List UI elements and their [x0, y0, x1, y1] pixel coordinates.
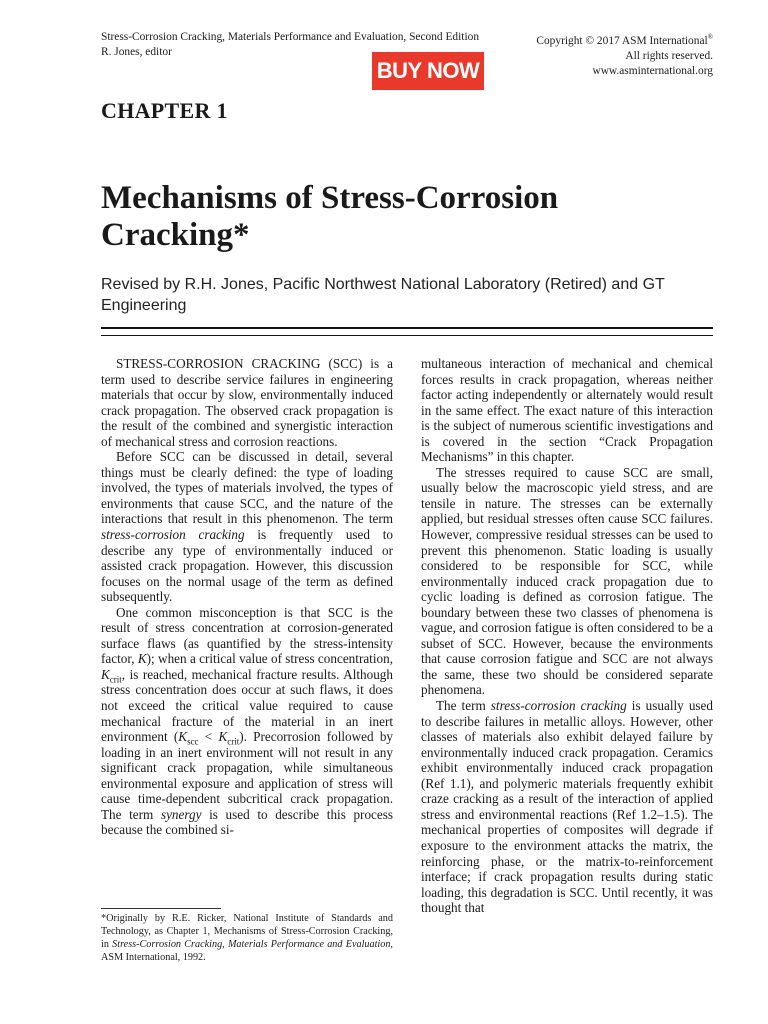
- paragraph-misconception: One common misconception is that SCC is the result of stress concentration at corrosion-generated surface flaws (as quantified by the stress-intensity factor, K); when a critical value of stress concentration, $K_{crit}$, is reached, mechanical fracture results. Although stress concentration does occur at such flaws, it does not exceed the critical value required to cause mechanical fracture of the material in an inert environment $(K_{scc} < K_{crit})$. Precorrosion followed by loading in an inert environment will not result in any significant crack propagation, while simultaneous environmental exposure and application of stress will cause time-dependent subcritical crack propagation. The term synergy is used to describe this process because the combined si-: [101, 604, 394, 838]
- paragraph-intro: STRESS-CORROSION CRACKING (SCC) is a term used to describe service failures in engineering materials that occur by slow, environmentally induced crack propagation. The observed crack propagation is the result of the combined and synergistic interaction of mechanical stress and corrosion reactions.: [101, 356, 393, 449]
- rights-text: All rights reserved.: [625, 49, 713, 62]
- title-divider-thick: [101, 327, 713, 329]
- byline: Revised by R.H. Jones, Pacific Northwest National Laboratory (Retired) and GT Engineering: [101, 276, 665, 314]
- paragraph-stresses: The stresses required to cause SCC are small, usually below the macroscopic yield stress, and are tensile in nature. The stresses can be externally applied, but residual stresses often cause SCC failures. However, compressive residual stresses can be used to prevent this phenomenon. Static loading is usually considered to be responsible for SCC, while environmentally induced crack propagation due to cyclic loading is defined as corrosion fatigue. The boundary between these two classes of phenomena is vague, and corrosion fatigue is often considered to be a subset of SCC. However, because the environments that cause corrosion fatigue and SCC are not always the same, these two should be considered separate phenomena.: [421, 464, 713, 698]
- copyright-line: [536, 30, 713, 49]
- term-scc: stress-corrosion cracking: [101, 527, 245, 543]
- footnote: *Originally by R.E. Ricker, National Institute of Standards and Technology, as Chapter 1, Mechanisms of Stress-Corrosion Cracking, in Stress-Corrosion Cracking, Materials Performance and Evaluation, ASM International, 1992.: [101, 913, 393, 963]
- registered-mark: ®: [707, 33, 713, 41]
- chapter-label: CHAPTER 1: [101, 98, 228, 123]
- footnote-divider: [101, 908, 221, 909]
- body-column-right: [421, 356, 713, 916]
- paragraph-materials: The term stress-corrosion cracking is usually used to describe failures in metallic alloys. However, other classes of materials also exhibit delayed failure by environmentally induced crack propagation. Ceramics exhibit environmentally induced crack propagation (Ref 1.1), and polymeric materials frequently exhibit craze cracking as a result of the interaction of applied stress and environmental reactions (Ref 1.2–1.5). The mechanical properties of composites will degrade if exposure to the environment attacks the matrix, the reinforcing phase, or the matrix-to-reinforcement interface; if crack propagation results during static loading, this degradation is SCC. Until recently, it was thought that: [421, 698, 713, 916]
- website-link[interactable]: www.asminternational.org: [592, 64, 713, 77]
- paragraph-definitions: Before SCC can be discussed in detail, several things must be clearly defined: the type of loading involved, the types of materials involved, the types of environments that cause SCC, and the nature of the interactions that result in this phenomenon. The term stress-corrosion cracking is frequently used to describe any type of environmentally induced or assisted crack propagation. However, this discussion focuses on the normal usage of the term as defined subsequently.: [101, 449, 393, 605]
- book-title: Stress-Corrosion Cracking, Materials Performance and Evaluation, Second Edition: [101, 31, 480, 43]
- chapter-title: [101, 180, 701, 254]
- paragraph-continuation: multaneous interaction of mechanical and chemical forces results in crack propagation, whereas neither factor acting independently or alternately would result in the same effect. The exact nature of this interaction is the subject of numerous scientific investigations and is covered in the section “Crack Propagation Mechanisms” in this chapter.: [421, 356, 713, 465]
- chapter-title-line-2: Cracking*: [101, 217, 250, 253]
- term-scc-2: stress-corrosion cracking: [490, 698, 627, 714]
- term-synergy: synergy: [160, 806, 202, 822]
- body-column-left: [101, 356, 393, 838]
- book-editor: R. Jones, editor: [101, 46, 172, 58]
- header-copyright-info: [536, 30, 713, 79]
- copyright-text: Copyright © 2017 ASM International: [536, 34, 708, 47]
- buy-now-button[interactable]: BUY NOW: [372, 52, 484, 90]
- chapter-title-line-1: Mechanisms of Stress-Corrosion: [101, 180, 559, 216]
- footnote-book-title: Stress-Corrosion Cracking, Materials Performance and Evaluation,: [112, 939, 393, 950]
- title-divider-thin: [101, 335, 713, 336]
